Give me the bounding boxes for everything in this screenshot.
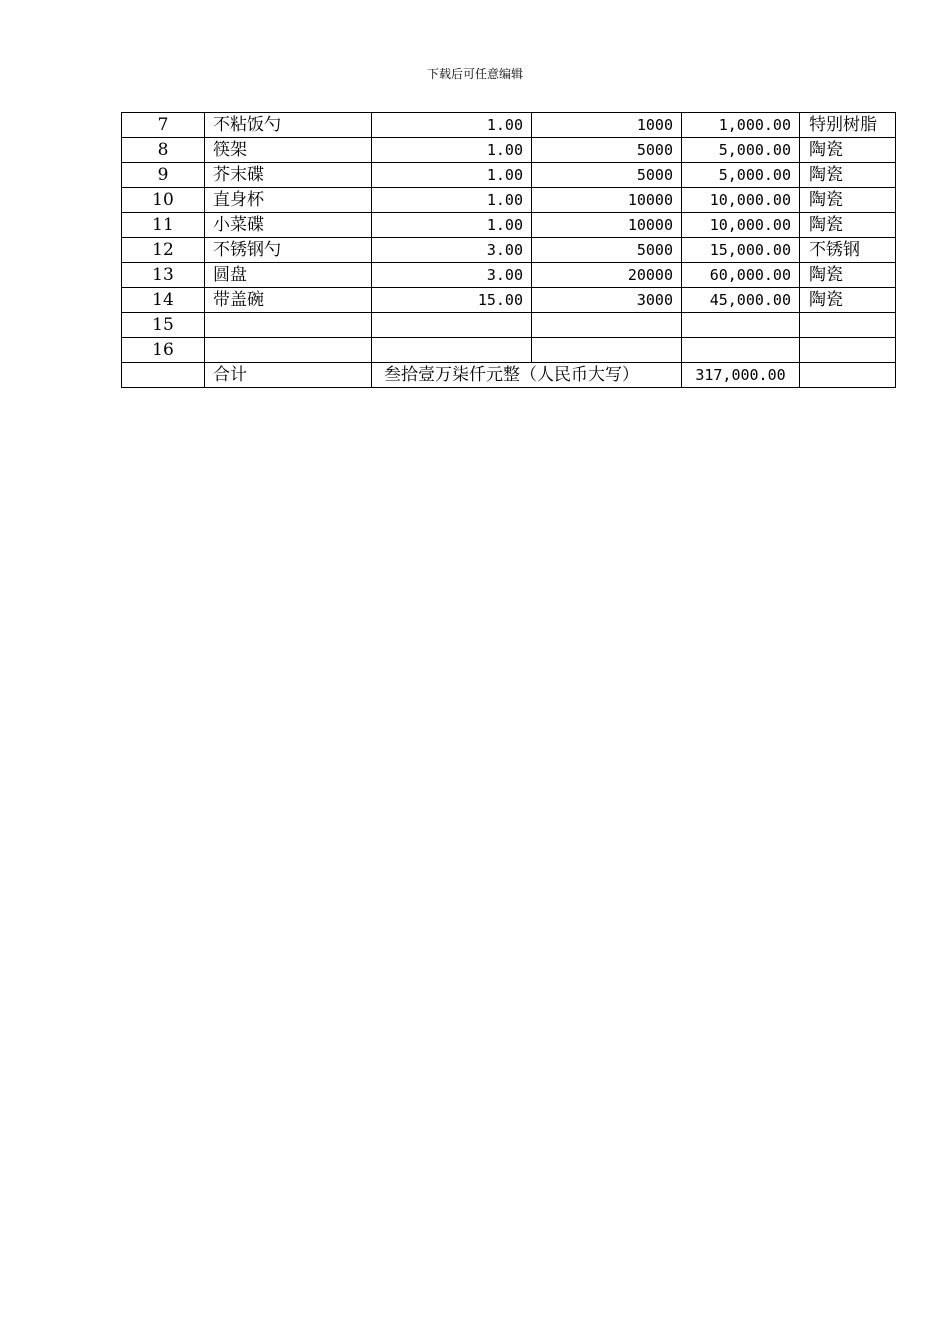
item-material: 陶瓷 (800, 138, 896, 163)
item-unit-price (532, 338, 682, 363)
item-unit-price: 10000 (532, 213, 682, 238)
row-number: 7 (122, 113, 205, 138)
item-unit-price: 3000 (532, 288, 682, 313)
item-material: 陶瓷 (800, 263, 896, 288)
item-material: 陶瓷 (800, 163, 896, 188)
table-row (122, 263, 896, 288)
item-name (205, 338, 372, 363)
item-material (800, 313, 896, 338)
item-name: 带盖碗 (205, 288, 372, 313)
table-row (122, 113, 896, 138)
row-number: 9 (122, 163, 205, 188)
item-quantity: 3.00 (372, 238, 532, 263)
item-name: 不粘饭勺 (205, 113, 372, 138)
table-row (122, 188, 896, 213)
item-quantity: 1.00 (372, 163, 532, 188)
total-label: 合计 (205, 363, 372, 388)
row-number: 16 (122, 338, 205, 363)
item-unit-price (532, 313, 682, 338)
total-amount: 317,000.00 (682, 363, 800, 388)
page-header-note: 下载后可任意编辑 (426, 67, 523, 81)
item-material: 特别树脂 (800, 113, 896, 138)
item-name: 不锈钢勺 (205, 238, 372, 263)
item-quantity: 3.00 (372, 263, 532, 288)
item-unit-price: 5000 (532, 238, 682, 263)
total-amount-words: 叁拾壹万柒仟元整（人民币大写） (372, 363, 682, 388)
item-quantity: 15.00 (372, 288, 532, 313)
item-material: 陶瓷 (800, 213, 896, 238)
row-number: 10 (122, 188, 205, 213)
item-amount: 1,000.00 (682, 113, 800, 138)
item-amount: 5,000.00 (682, 138, 800, 163)
item-quantity: 1.00 (372, 113, 532, 138)
item-quantity (372, 313, 532, 338)
row-number: 14 (122, 288, 205, 313)
item-name: 小菜碟 (205, 213, 372, 238)
row-number: 15 (122, 313, 205, 338)
item-quantity: 1.00 (372, 138, 532, 163)
item-name (205, 313, 372, 338)
item-name: 芥末碟 (205, 163, 372, 188)
item-amount: 10,000.00 (682, 213, 800, 238)
table-row (122, 338, 896, 363)
item-amount: 10,000.00 (682, 188, 800, 213)
row-number: 11 (122, 213, 205, 238)
item-unit-price: 20000 (532, 263, 682, 288)
item-amount: 15,000.00 (682, 238, 800, 263)
item-amount: 60,000.00 (682, 263, 800, 288)
item-name: 筷架 (205, 138, 372, 163)
row-number: 13 (122, 263, 205, 288)
item-unit-price: 5000 (532, 138, 682, 163)
item-quantity: 1.00 (372, 213, 532, 238)
row-number: 8 (122, 138, 205, 163)
item-material (800, 338, 896, 363)
item-quantity: 1.00 (372, 188, 532, 213)
table-row (122, 238, 896, 263)
total-material-cell (800, 363, 896, 388)
item-amount: 5,000.00 (682, 163, 800, 188)
item-material: 陶瓷 (800, 288, 896, 313)
table-row (122, 163, 896, 188)
item-unit-price: 5000 (532, 163, 682, 188)
table-row (122, 138, 896, 163)
item-table (121, 112, 896, 388)
item-name: 圆盘 (205, 263, 372, 288)
item-unit-price: 1000 (532, 113, 682, 138)
table-row (122, 288, 896, 313)
total-no-cell (122, 363, 205, 388)
item-amount (682, 313, 800, 338)
item-table-body (122, 113, 896, 363)
table-row (122, 213, 896, 238)
item-amount (682, 338, 800, 363)
item-amount: 45,000.00 (682, 288, 800, 313)
table-row (122, 313, 896, 338)
item-material: 不锈钢 (800, 238, 896, 263)
item-quantity (372, 338, 532, 363)
item-material: 陶瓷 (800, 188, 896, 213)
row-number: 12 (122, 238, 205, 263)
item-name: 直身杯 (205, 188, 372, 213)
total-row (122, 363, 896, 388)
item-unit-price: 10000 (532, 188, 682, 213)
